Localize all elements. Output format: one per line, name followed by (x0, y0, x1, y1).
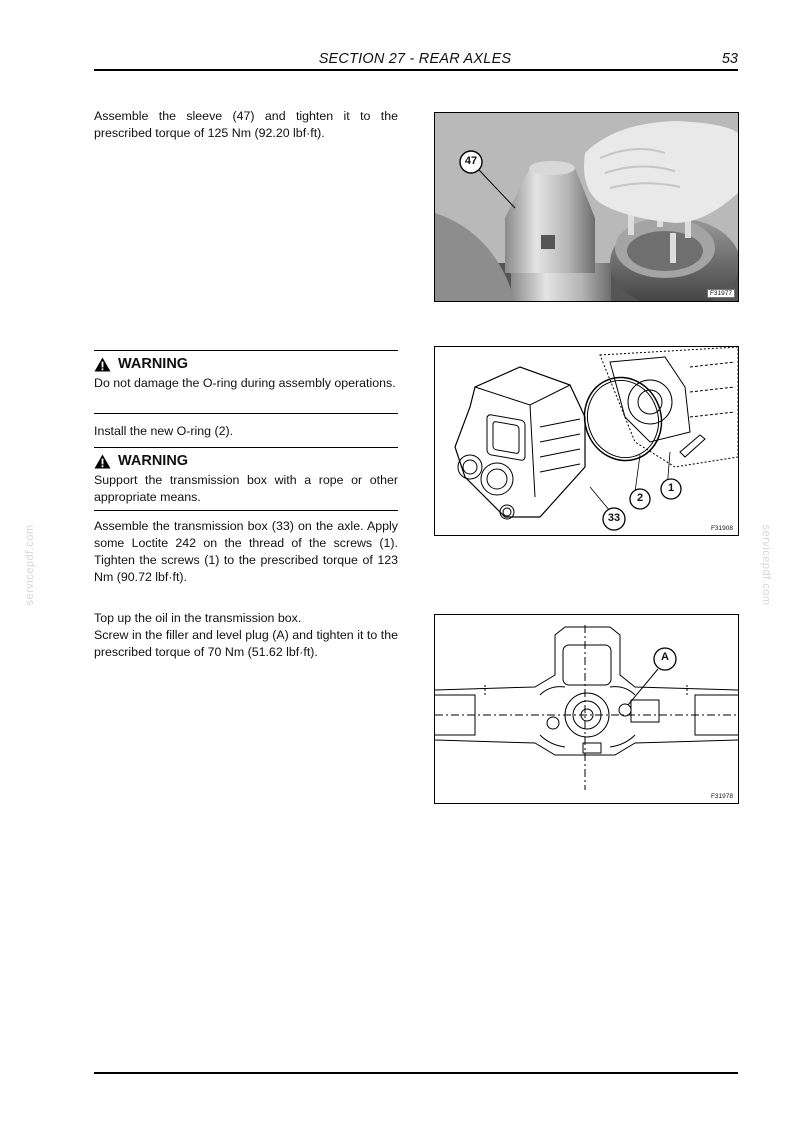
sleeve-photo-illustration (435, 113, 738, 301)
callout-47: 47 (464, 155, 478, 167)
sleeve-instruction-text: Assemble the sleeve (47) and tighten it to the prescribed torque of 125 Nm (92.20 lbf·ft). (94, 109, 398, 140)
watermark-left: servicepdf.com (24, 524, 36, 606)
page-number: 53 (721, 51, 738, 67)
footer-divider (94, 1072, 738, 1074)
warning2-title: WARNING (118, 453, 189, 469)
warning2-bottom-rule (94, 510, 398, 511)
section-title: SECTION 27 - REAR AXLES (318, 51, 512, 67)
warning2-body (94, 472, 398, 506)
sleeve-instruction (94, 108, 398, 142)
axle-plug-illustration (435, 615, 738, 803)
watermark-right: servicepdf.com (760, 524, 772, 606)
warning1-heading (94, 356, 188, 372)
header-divider (94, 69, 738, 71)
callout-A: A (661, 651, 669, 663)
oring-instruction (94, 423, 398, 440)
oring-instruction-text: Install the new O-ring (2). (94, 424, 234, 438)
callout-1: 1 (667, 482, 675, 494)
oil-instruction-line1: Top up the oil in the transmission box. (94, 611, 302, 625)
transmission-box-illustration (435, 347, 738, 535)
warning1-bottom-rule (94, 413, 398, 414)
warning-icon (94, 357, 111, 372)
warning2-heading (94, 453, 188, 469)
warning1-body (94, 375, 398, 392)
warning1-text: Do not damage the O-ring during assembly operations. (94, 376, 396, 390)
callout-2: 2 (636, 492, 644, 504)
figure-sleeve-photo (434, 112, 739, 302)
figure-code: F31908 (710, 525, 733, 532)
box-instruction (94, 518, 398, 586)
callout-33: 33 (607, 512, 621, 524)
warning2-text: Support the transmission box with a rope or other appropriate means. (94, 473, 398, 504)
warning-icon (94, 454, 111, 469)
figure-code: F31978 (710, 793, 733, 800)
warning2-top-rule (94, 447, 398, 448)
warning1-title: WARNING (118, 356, 189, 372)
warning1-top-rule (94, 350, 398, 351)
box-instruction-text: Assemble the transmission box (33) on the axle. Apply some Loctite 242 on the thread of the screws (1). Tighten the screws (1) to the prescribed torque of 123 Nm (90.72 lbf·ft). (94, 519, 398, 584)
oil-instruction-line2: Screw in the filler and level plug (A) and tighten it to the prescribed torque of 70 Nm (51.62 lbf·ft). (94, 628, 398, 659)
figure-axle-plug (434, 614, 739, 804)
figure-code: F31977 (707, 289, 735, 298)
figure-transmission-box (434, 346, 739, 536)
oil-instruction (94, 610, 398, 661)
